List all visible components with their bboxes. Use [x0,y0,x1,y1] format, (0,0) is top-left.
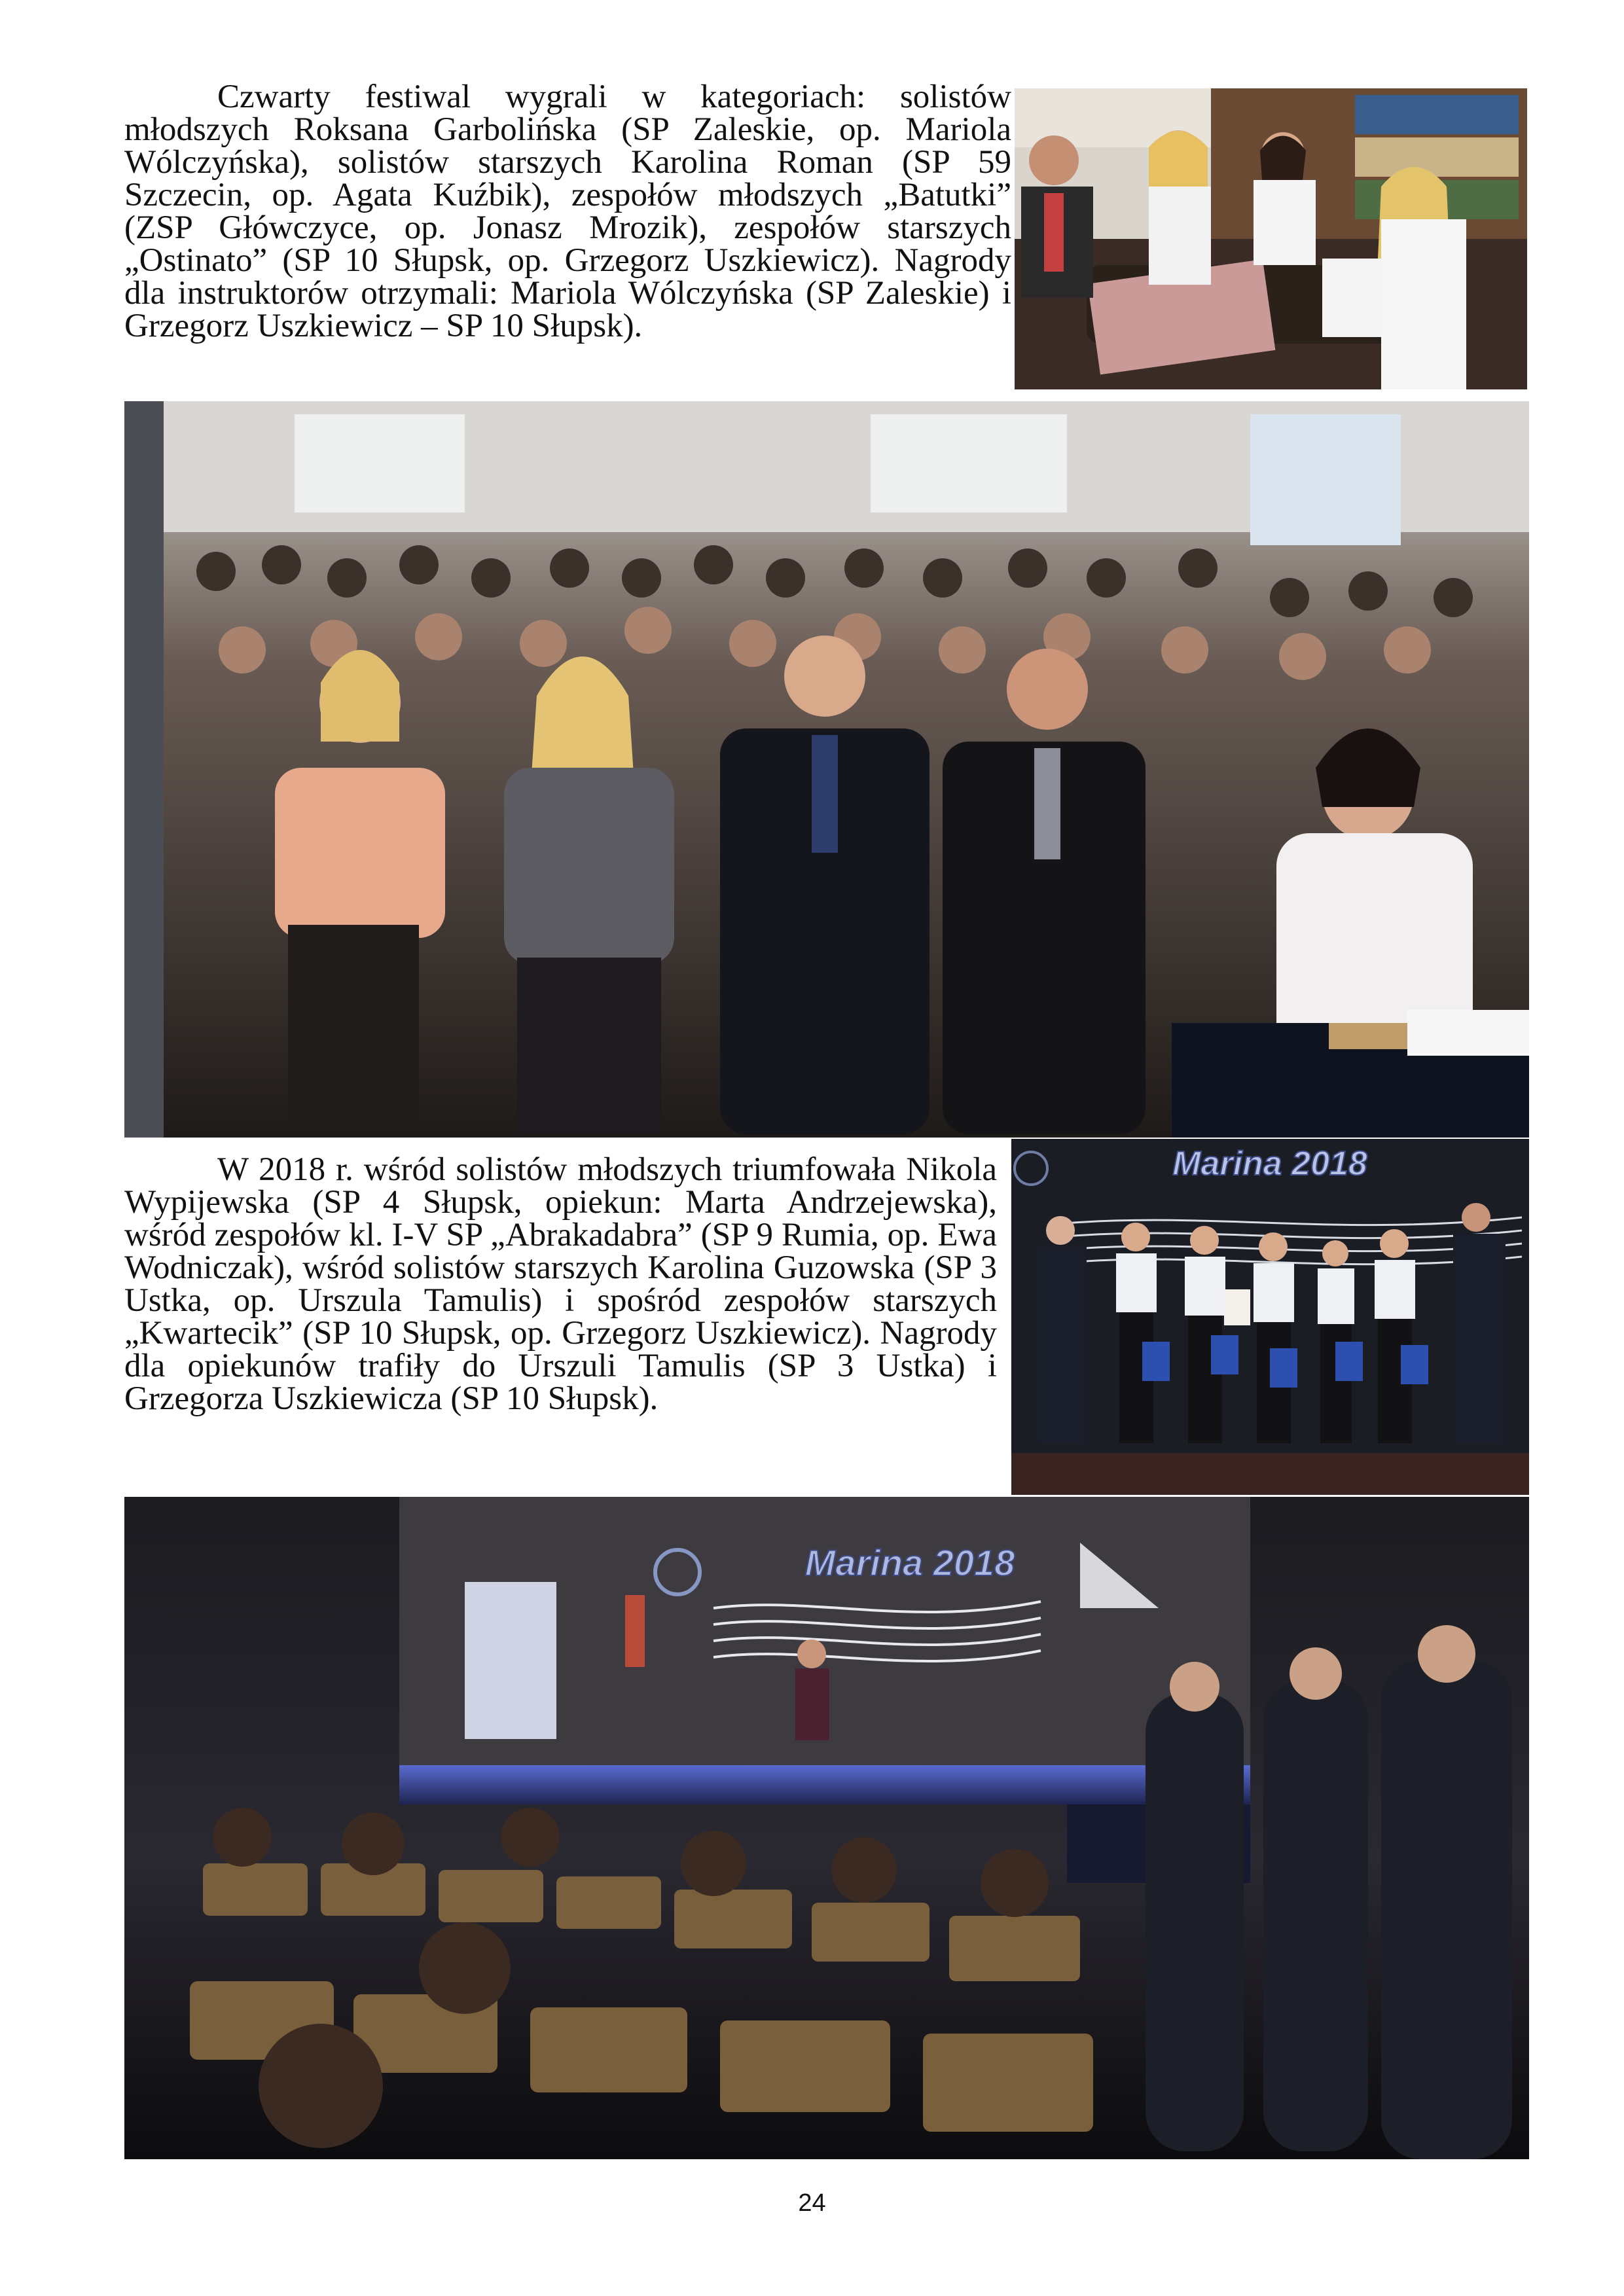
photo-stage-performance [124,1497,1529,2159]
paragraph-text: W 2018 r. wśród solistów młodszych triumfowała Nikola Wypijewska (SP 4 Słupsk, opiekun: Marta Andrzejewska), wśród zespołów kl. I-V SP „Abrakadabra” (SP 9 Rumia, op. Ewa Wodniczak), wśród solistów starszych Karolina Guzowska (SP 3 Ustka, op. Urszula Tamulis) i spośród zespołów starszych „Kwartecik” (SP 10 Słupsk, op. Grzegorz Uszkiewicz). Nagrody dla opiekunów trafiły do Urszuli Tamulis (SP 3 Ustka) i Grzegorza Uszkiewicza (SP 10 Słupsk). [124,1151,997,1417]
paragraph-festival-4 [124,81,1011,342]
photo-jury-table [1015,88,1527,389]
paragraph-text: Czwarty festiwal wygrali w kategoriach: solistów młodszych Roksana Garbolińska (SP Zaleskie, op. Mariola Wólczyńska), solistów starszych Karolina Roman (SP 59 Szczecin, op. Agata Kuźbik), zespołów młodszych „Batutki” (ZSP Główczyce, op. Jonasz Mrozik), zespołów starszych „Ostinato” (SP 10 Słupsk, op. Grzegorz Uszkiewicz). Nagrody dla instruktorów otrzymali: Mariola Wólczyńska (SP Zaleskie) i Grzegorz Uszkiewicz – SP 10 Słupsk). [124,79,1011,344]
page-number: 24 [798,2189,826,2217]
banner-text: Marina 2018 [804,1542,1015,1583]
photo-audience [124,401,1529,1138]
photo-award-group [1011,1139,1529,1495]
paragraph-festival-2018 [124,1153,997,1415]
banner-text: Marina 2018 [1172,1145,1367,1183]
